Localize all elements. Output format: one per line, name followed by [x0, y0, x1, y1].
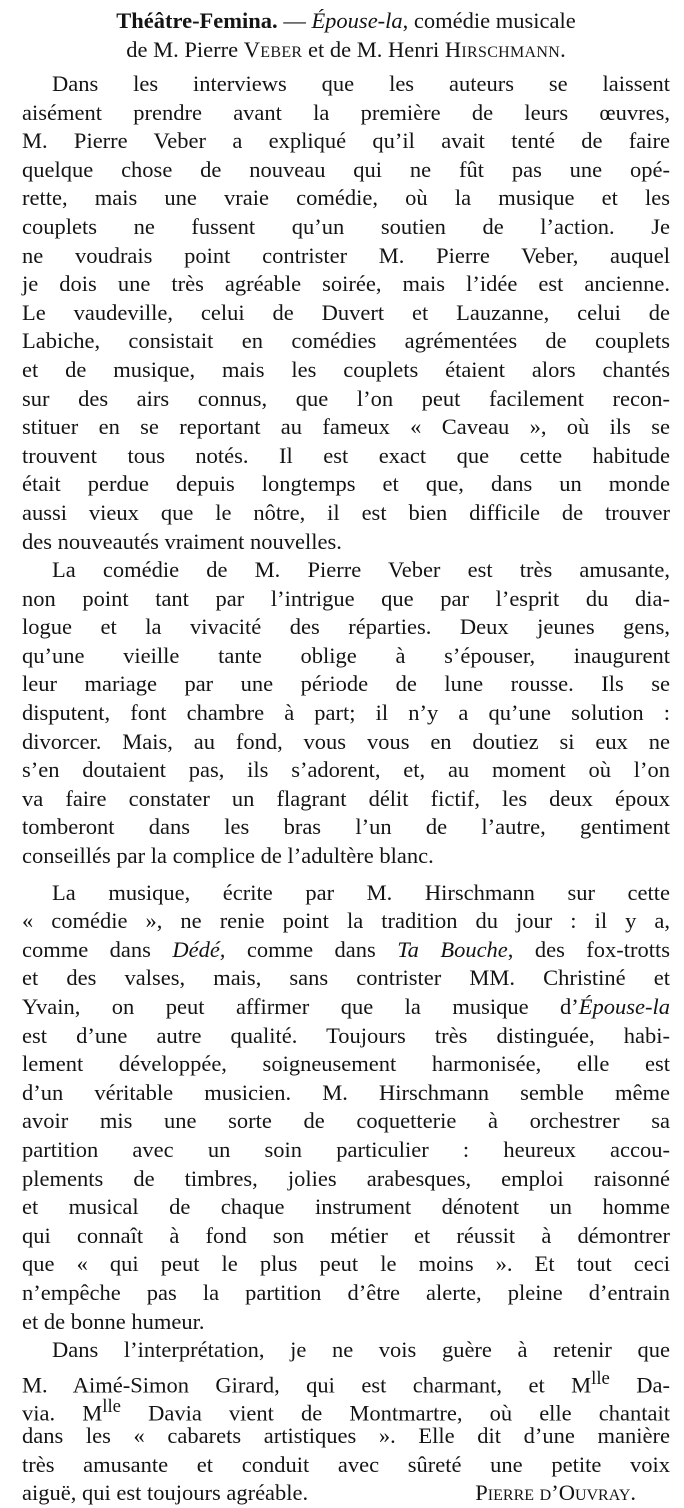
- text-line: et des valses, mais, sans contrister MM. Christiné et: [22, 965, 670, 991]
- text-line: qui connaît à fond son métier et réussit à démontrer: [22, 1222, 670, 1248]
- line-text: Yvain, on peut affirmer que la musique d’: [22, 994, 579, 1019]
- line-text: , des fox-trotts: [507, 936, 671, 962]
- header-subtitle: , comédie musicale: [402, 8, 576, 33]
- text-line: avoir mis une sorte de coquetterie à orchestrer sa: [22, 1108, 670, 1134]
- text-line: et musical de chaque instrument dénotent un homme: [22, 1194, 670, 1220]
- paragraph: [22, 70, 670, 556]
- line-text: comme dans: [225, 936, 398, 962]
- author-hirschmann: Hirschmann: [444, 37, 561, 62]
- text-line: divorcer. Mais, au fond, vous vous en doutiez si eux ne: [22, 728, 670, 754]
- text-line: d’un véritable musicien. M. Hirschmann semble même: [22, 1079, 670, 1105]
- text-line: aisément prendre avant la première de leurs œuvres,: [22, 99, 670, 125]
- paragraph: [22, 879, 670, 1337]
- superscript: lle: [591, 1367, 610, 1389]
- text-line: couplets ne fussent qu’un soutien de l’action. Je: [22, 213, 670, 239]
- text-line: ne voudrais point contrister M. Pierre Veber, auquel: [22, 242, 670, 268]
- italic-title: Dédé,: [172, 936, 226, 962]
- text-line: leur mariage par une période de lune rousse. Ils se: [22, 671, 670, 697]
- text-line: je dois une très agréable soirée, mais l’idée est ancienne.: [22, 271, 670, 297]
- text-line: non point tant par l’intrigue que par l’esprit du dia-: [22, 585, 670, 611]
- text-line: [22, 1393, 670, 1426]
- header-text: .: [560, 37, 566, 62]
- text-line: rette, mais une vraie comédie, où la musique et les: [22, 185, 670, 211]
- article-header: [22, 6, 670, 64]
- text-line: que « qui peut le plus peut le moins ». Et tout ceci: [22, 1251, 670, 1277]
- text-line: dans les « cabarets artistiques ». Elle dit d’une manière: [22, 1422, 670, 1448]
- text-line: s’en doutaient pas, ils s’adorent, et, au moment où l’on: [22, 757, 670, 783]
- play-title: Épouse-la: [311, 8, 403, 33]
- header-dash: —: [277, 8, 312, 33]
- text-line: logue et la vivacité des réparties. Deux jeunes gens,: [22, 614, 670, 640]
- text-line: conseillés par la complice de l’adultère blanc.: [22, 843, 434, 869]
- line-text: aiguë, qui est toujours agréable.: [22, 1480, 309, 1506]
- text-line: stituer en se reportant au fameux « Caveau », où ils se: [22, 414, 670, 440]
- text-line: sur des airs connus, que l’on peut facilement recon-: [22, 385, 670, 411]
- text-line: [22, 1365, 670, 1398]
- text-line: des nouveautés vraiment nouvelles.: [22, 528, 342, 554]
- text-line: lement développée, soigneusement harmonisée, elle est: [22, 1051, 670, 1077]
- text-line: aussi vieux que le nôtre, il est bien difficile de trouver: [22, 499, 670, 525]
- text-line: n’empêche pas la partition d’être alerte, pleine d’entrain: [22, 1279, 670, 1305]
- header-line-1: [22, 6, 670, 35]
- text-line: [22, 936, 670, 965]
- superscript: lle: [102, 1396, 121, 1418]
- line-text: comme dans: [22, 936, 173, 962]
- text-line: trouvent tous notés. Il est exact que cette habitude: [22, 442, 670, 468]
- text-line: partition avec un soin particulier : heureux accou-: [22, 1136, 670, 1162]
- author-veber: Veber: [243, 37, 303, 62]
- paragraph-gap: [22, 871, 670, 879]
- italic-title: Épouse-la: [578, 994, 670, 1019]
- text-line: M. Pierre Veber a expliqué qu’il avait tenté de faire: [22, 128, 670, 154]
- text-line: va faire constater un flagrant délit fictif, les deux époux: [22, 785, 670, 811]
- text-line: et de musique, mais les couplets étaient alors chantés: [22, 356, 670, 382]
- line-text: Da-: [609, 1372, 670, 1398]
- italic-title: Ta Bouche: [397, 936, 508, 962]
- text-line: était perdue depuis longtemps et que, dans un monde: [22, 471, 670, 497]
- text-line: très amusante et conduit avec sûreté une petite voix: [22, 1451, 670, 1477]
- text-line: et de bonne humeur.: [22, 1308, 205, 1334]
- text-line: [22, 1479, 670, 1508]
- text-line: [22, 993, 670, 1022]
- line-text: Davia vient de Montmartre, où elle chantait: [120, 1400, 670, 1426]
- article-body: [22, 70, 670, 1508]
- line-text: via. M: [22, 1400, 103, 1426]
- text-line: quelque chose de nouveau qui ne fût pas une opé-: [22, 156, 670, 182]
- header-line-2: [22, 35, 670, 64]
- text-line: Dans les interviews que les auteurs se laissent: [52, 71, 670, 96]
- text-line: Labiche, consistait en comédies agrémentées de couplets: [22, 328, 670, 354]
- text-line: Dans l’interprétation, je ne vois guère à retenir que: [52, 1337, 670, 1363]
- venue-name: Théâtre-Femina.: [116, 8, 278, 33]
- text-line: est d’une autre qualité. Toujours très distinguée, habi-: [22, 1022, 670, 1048]
- paragraph: [22, 556, 670, 871]
- text-line: « comédie », ne renie point la tradition du jour : il y a,: [22, 908, 670, 934]
- text-line: Le vaudeville, celui de Duvert et Lauzanne, celui de: [22, 299, 670, 325]
- header-text: de M. Pierre: [126, 37, 244, 62]
- text-line: qu’une vieille tante oblige à s’épouser, inaugurent: [22, 642, 670, 668]
- paragraph: [22, 1336, 670, 1508]
- line-text: M. Aimé-Simon Girard, qui est charmant, et M: [22, 1372, 592, 1398]
- text-line: tomberont dans les bras l’un de l’autre, gentiment: [22, 814, 670, 840]
- text-line: plements de timbres, jolies arabesques, emploi raisonné: [22, 1165, 670, 1191]
- signature: Pierre d’Ouvray.: [475, 1480, 636, 1506]
- header-text: et de M. Henri: [302, 37, 445, 62]
- text-line: disputent, font chambre à part; il n’y a qu’une solution :: [22, 700, 670, 726]
- text-line: La musique, écrite par M. Hirschmann sur cette: [52, 879, 670, 905]
- text-line: La comédie de M. Pierre Veber est très amusante,: [52, 557, 670, 583]
